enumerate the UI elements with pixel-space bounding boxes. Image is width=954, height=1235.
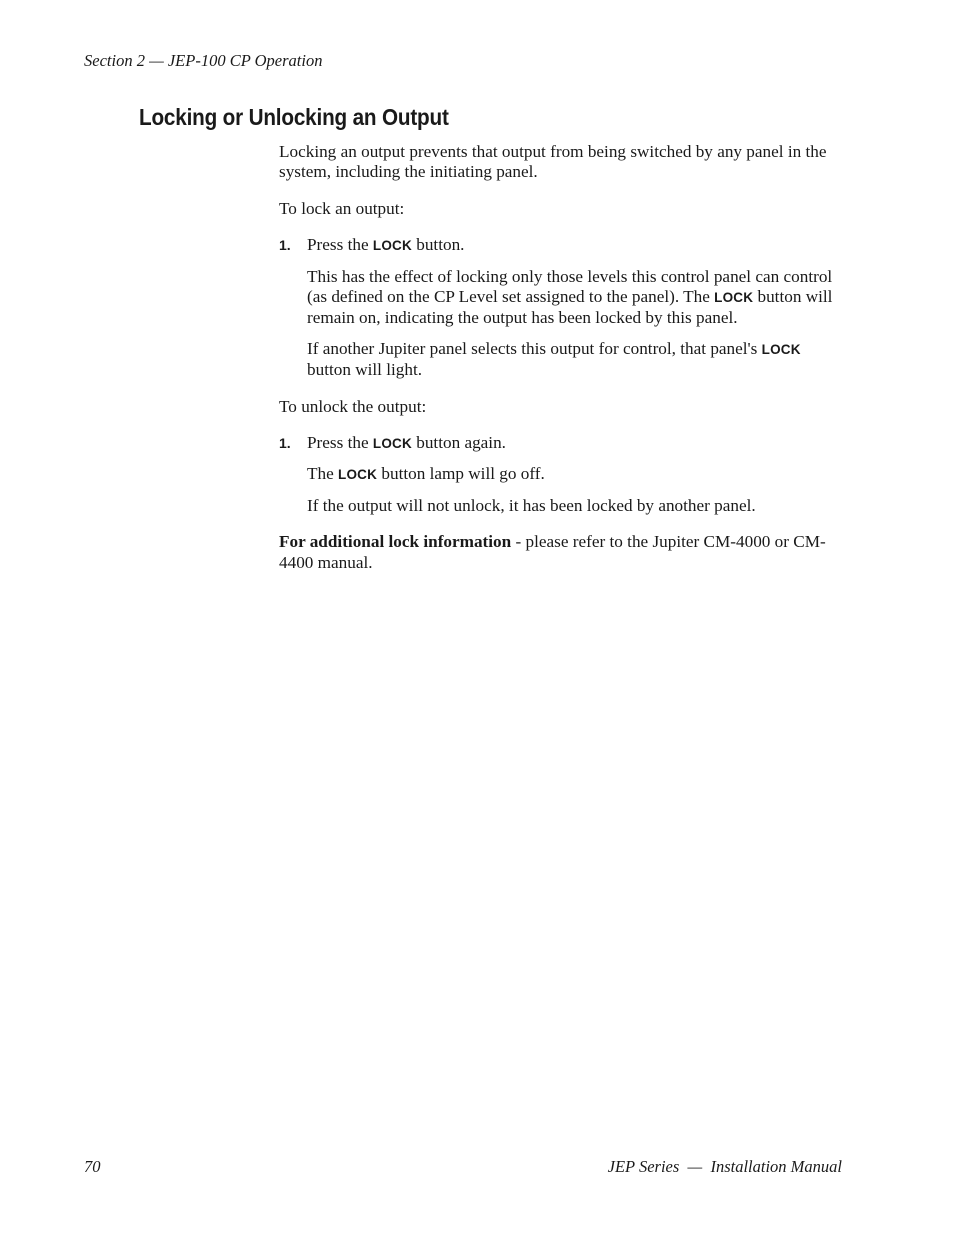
- step-text: [307, 433, 844, 454]
- additional-info: [279, 532, 844, 573]
- unlock-note-1: [307, 464, 844, 485]
- note-text-pre: The: [307, 464, 339, 484]
- step-number: 1.: [279, 435, 291, 452]
- lock-note-2: [307, 339, 844, 381]
- intro-paragraph: Locking an output prevents that output from being switched by any panel in the system, including the initiating panel.: [279, 142, 827, 182]
- section-title: Locking or Unlocking an Output: [139, 104, 449, 130]
- lock-keyword: LOCK: [761, 341, 801, 357]
- step-text-post: button.: [411, 235, 465, 255]
- lock-intro: To lock an output:: [279, 198, 405, 218]
- note-text-pre: This has the effect of locking only those levels this control panel can control (as defined on the CP Level set assigned to the panel). The: [307, 266, 833, 307]
- note-text-post: button lamp will go off.: [377, 464, 545, 484]
- unlock-step: [279, 433, 844, 454]
- additional-info-lead: For additional lock information: [279, 532, 512, 552]
- note-text-pre: If another Jupiter panel selects this output for control, that panel's: [307, 338, 762, 358]
- body-content: [279, 142, 844, 589]
- lock-keyword: LOCK: [372, 238, 412, 254]
- step-text-pre: Press the: [307, 433, 373, 453]
- additional-info-text: - please refer to the Jupiter CM-4000 or CM-4400 manual.: [279, 532, 826, 572]
- lock-step: [279, 235, 844, 256]
- footer-manual-title: JEP Series — Installation Manual: [607, 1157, 842, 1176]
- note-text-post: button will light.: [307, 360, 423, 380]
- lock-keyword: LOCK: [372, 436, 412, 452]
- step-text: [307, 235, 844, 256]
- step-text-post: button again.: [411, 433, 506, 453]
- step-text-pre: Press the: [307, 235, 373, 255]
- note-text-post: button will remain on, indicating the output has been locked by this panel.: [307, 287, 833, 328]
- unlock-note-2: If the output will not unlock, it has been locked by another panel.: [307, 495, 756, 515]
- lock-keyword: LOCK: [338, 467, 378, 483]
- lock-keyword: LOCK: [714, 290, 754, 306]
- lock-note-1: [307, 267, 844, 329]
- step-number: 1.: [279, 237, 291, 254]
- running-header: Section 2 — JEP-100 CP Operation: [84, 51, 323, 70]
- unlock-intro: To unlock the output:: [279, 396, 427, 416]
- page-number: 70: [84, 1157, 101, 1176]
